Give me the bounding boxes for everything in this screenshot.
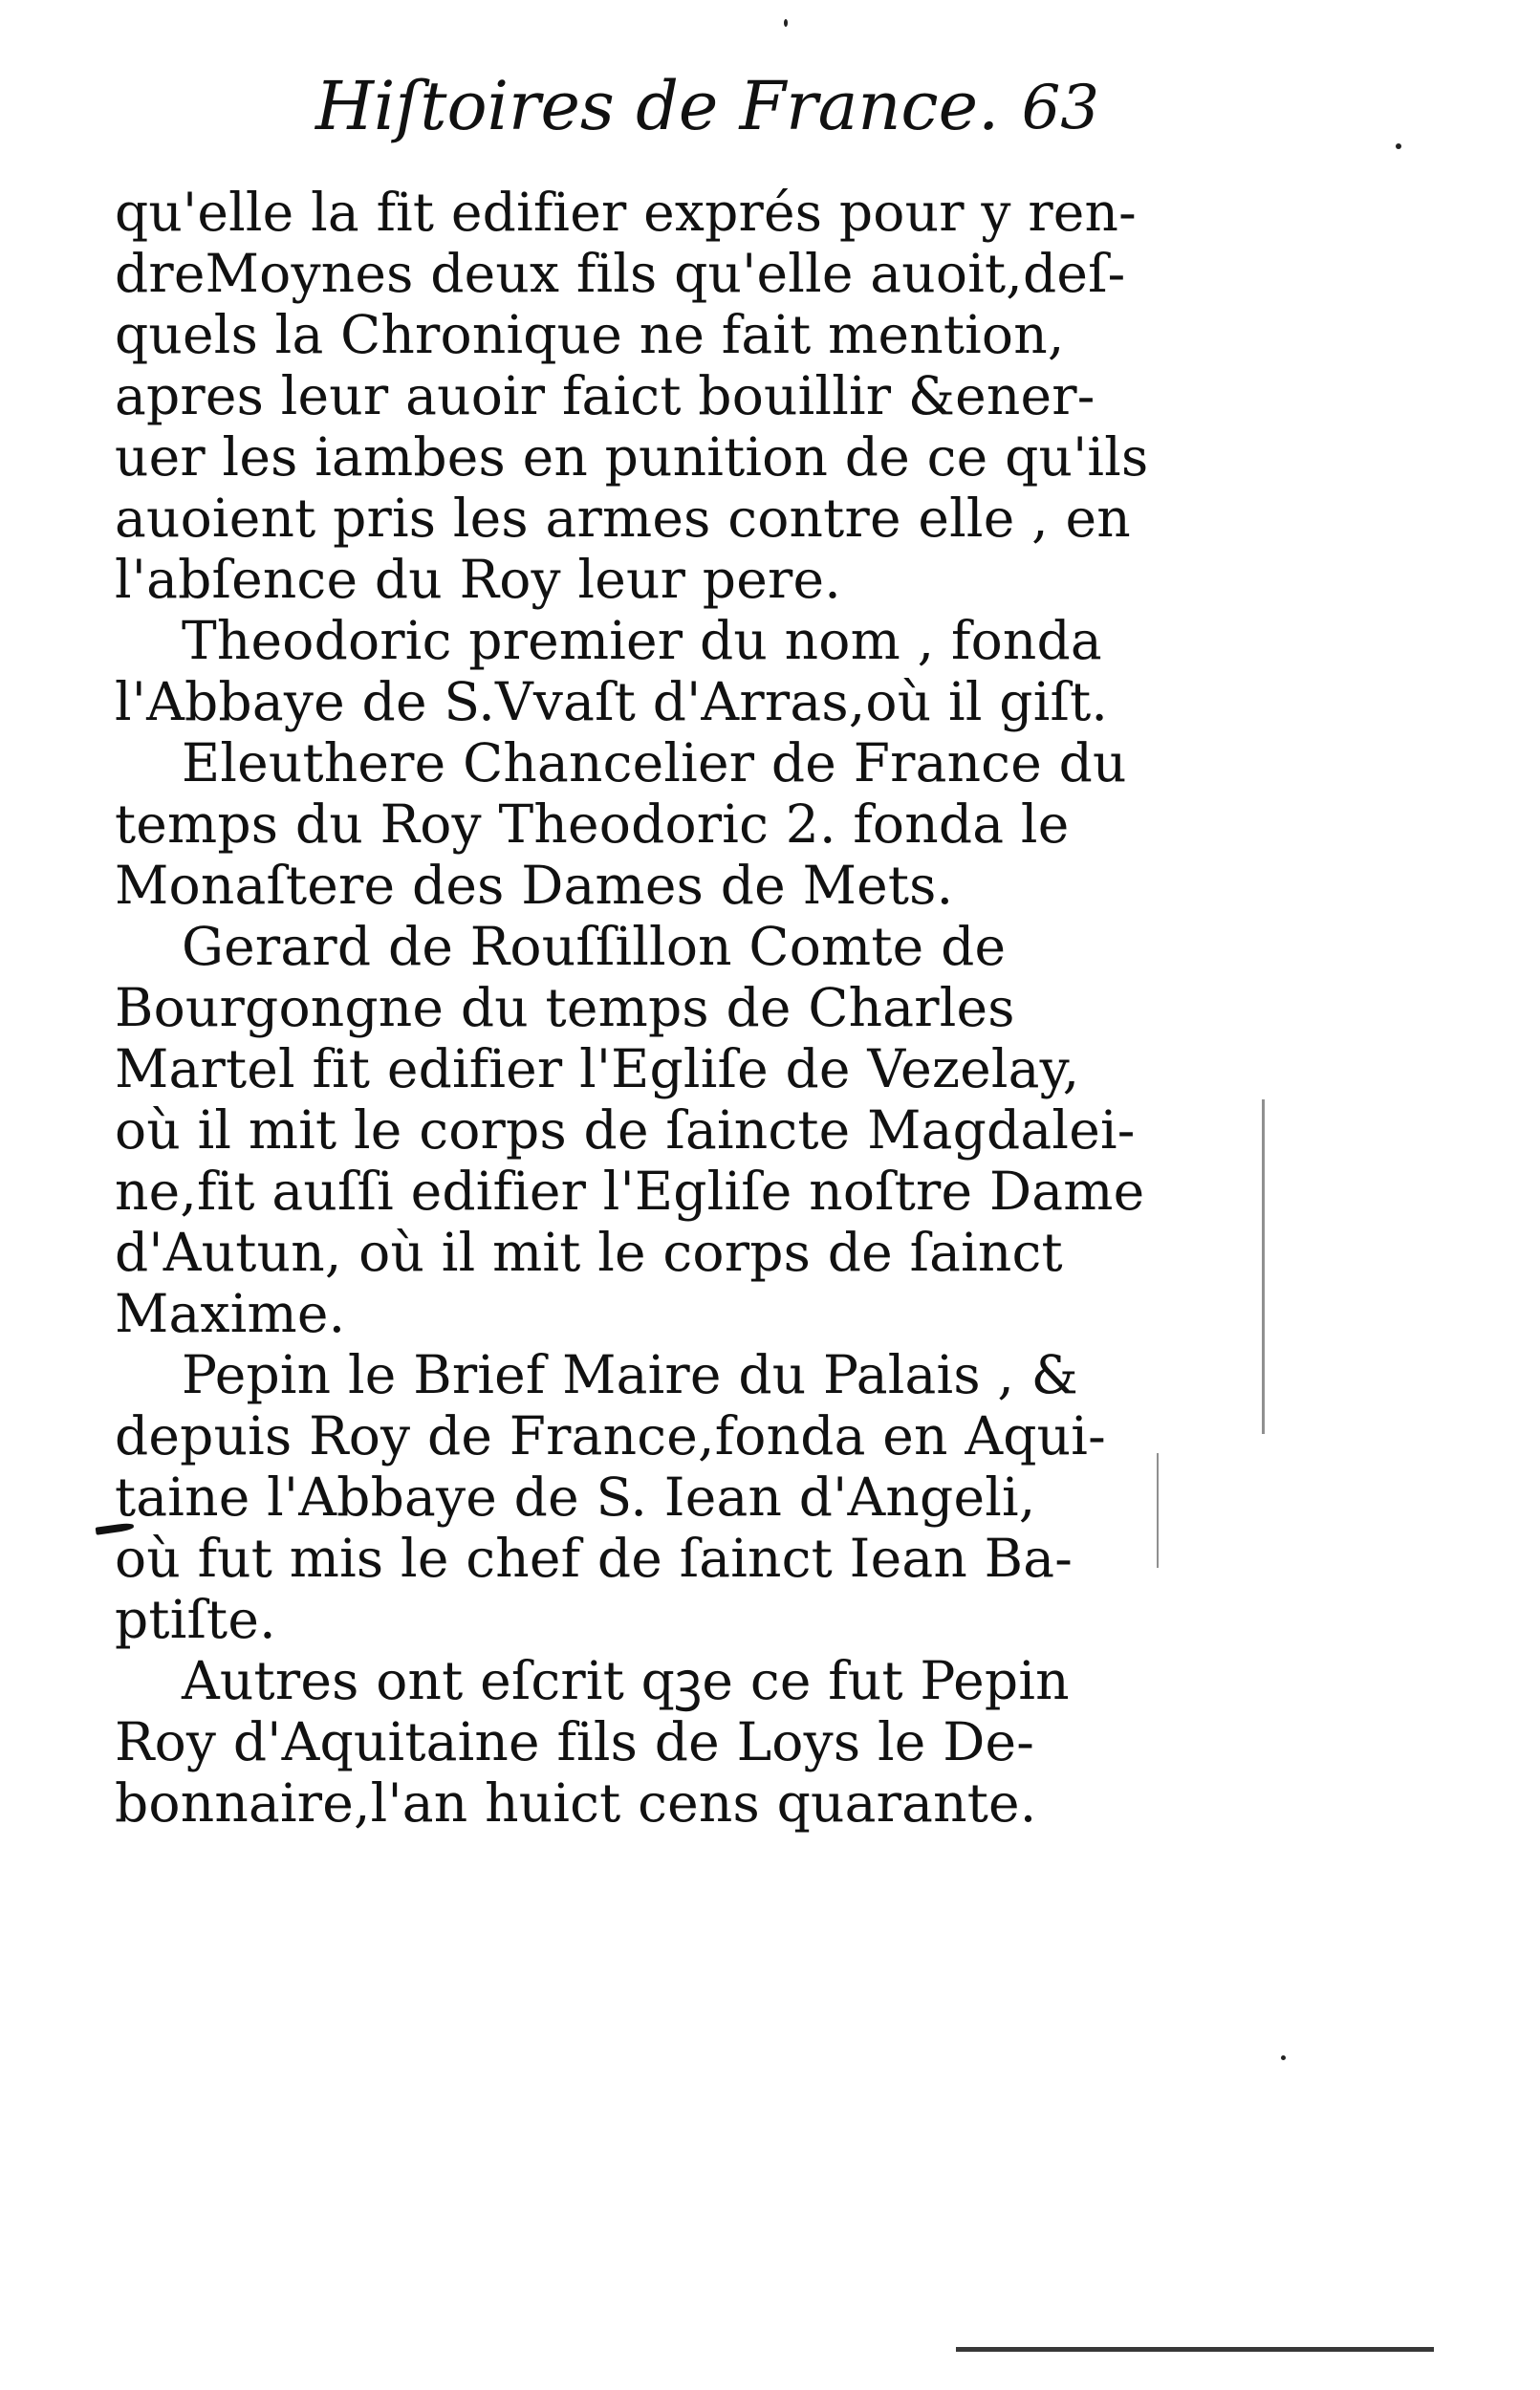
body-text [115, 182, 1149, 1834]
paragraph-4 [115, 916, 1145, 1344]
text-line: ne,fit auſſi edifier l'Egliſe noſtre Dame [115, 1161, 1145, 1222]
text-line: Autres ont eſcrit qꝫe ce fut Pepin [182, 1650, 1070, 1711]
paragraph-5 [115, 1344, 1106, 1650]
text-line: où fut mis le chef de ſainct Iean Ba- [115, 1528, 1074, 1589]
text-line: où il mit le corps de ſaincte Magdalei- [115, 1099, 1136, 1161]
text-line: Maxime. [115, 1283, 346, 1344]
paragraph-2 [115, 610, 1109, 732]
text-line: bonnaire,l'an huict cens quarante. [115, 1772, 1037, 1834]
scan-speck [1396, 143, 1401, 149]
text-line: Gerard de Rouſſillon Comte de [182, 916, 1007, 977]
text-line: uer les iambes en punition de ce qu'ils [115, 426, 1149, 488]
text-line: auoient pris les armes contre elle , en [115, 488, 1131, 549]
text-line: qu'elle la fit edifier exprés pour y ren- [115, 182, 1137, 243]
text-line: taine l'Abbaye de S. Iean d'Angeli, [115, 1467, 1036, 1528]
paragraph-6 [115, 1650, 1099, 1834]
text-line: Martel fit edifier l'Egliſe de Vezelay, [115, 1038, 1080, 1099]
running-header [315, 67, 1099, 172]
text-line: Theodoric premier du nom , fonda [182, 610, 1102, 671]
text-line: temps du Roy Theodoric 2. fonda le [115, 793, 1070, 855]
text-line: Monaſtere des Dames de Mets. [115, 855, 954, 916]
scan-edge-line [1157, 1453, 1159, 1568]
scan-edge-line [1262, 1099, 1265, 1434]
text-line: l'abſence du Roy leur pere. [115, 549, 841, 610]
text-line: Eleuthere Chancelier de France du [182, 732, 1127, 793]
running-title: Hiſtoires de France. [315, 67, 1000, 145]
scan-bottom-line [956, 2347, 1434, 2352]
scan-speck [1281, 2055, 1286, 2060]
text-line: apres leur auoir faict bouillir &ener- [115, 365, 1095, 426]
paragraph-1 [115, 182, 1149, 610]
text-line: Roy d'Aquitaine fils de Loys le De- [115, 1711, 1035, 1772]
text-line: dreMoynes deux fils qu'elle auoit,deſ- [115, 243, 1126, 304]
text-line: Bourgongne du temps de Charles [115, 977, 1015, 1038]
text-line: d'Autun, où il mit le corps de ſainct [115, 1222, 1063, 1283]
text-line: Pepin le Brief Maire du Palais , & [182, 1344, 1078, 1405]
paragraph-3 [115, 732, 1127, 916]
text-line: depuis Roy de France,fonda en Aqui- [115, 1405, 1106, 1467]
scan-speck [784, 19, 788, 27]
text-line: quels la Chronique ne fait mention, [115, 304, 1065, 365]
page-number: 63 [1021, 73, 1099, 143]
text-line: l'Abbaye de S.Vvaſt d'Arras,où il giſt. [115, 671, 1109, 732]
text-line: ptiſte. [115, 1589, 276, 1650]
